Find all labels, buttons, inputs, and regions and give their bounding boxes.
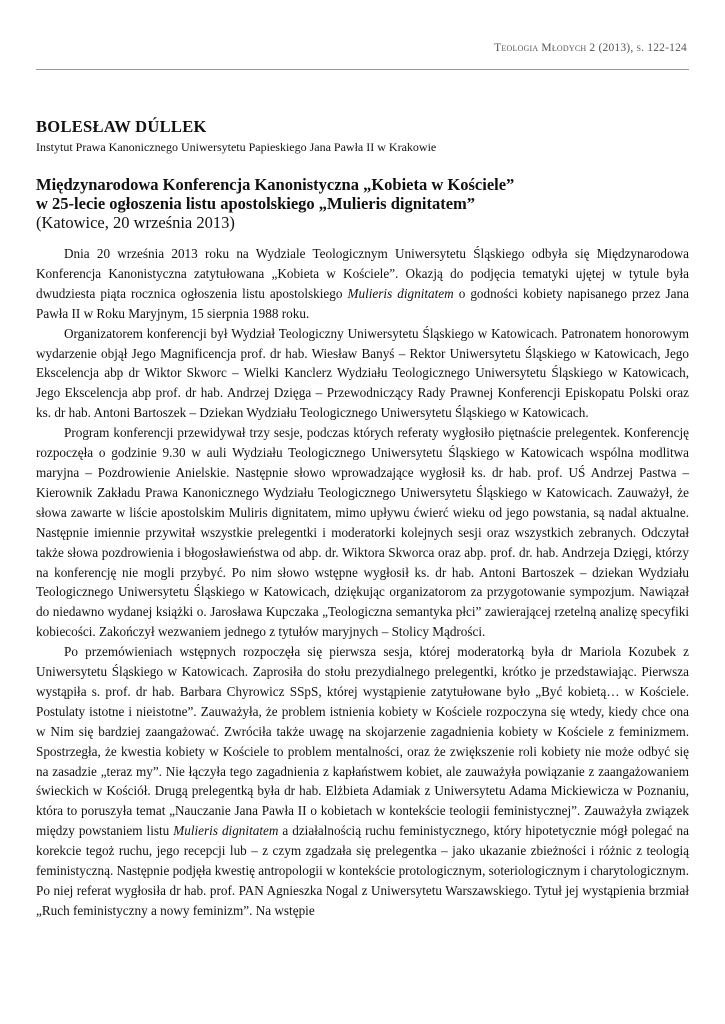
running-head: Teologia Młodych 2 (2013), s. 122-124	[494, 42, 687, 54]
paragraph-3: Program konferencji przewidywał trzy sesje, podczas których referaty wygłosiło piętnaście prelegentek. Konferencję rozpoczęła o godzinie 9.30 w auli Wydziału Teologicznego Uniwersytetu Śląskiego w Katowicach wspólna modlitwa maryjna – Pozdrowienie Anielskie. Następnie słowo wprowadzające wygłosił ks. dr hab. prof. UŚ Andrzej Pastwa – Kierownik Zakładu Prawa Kanonicznego Wydziału Teologicznego Uniwersytetu Śląskiego w Katowicach. Zauważył, że słowa zawarte w liście apostolskim Muliris dignitatem, mimo upływu ćwierć wieku od jego powstania, są nadal aktualne. Następnie imiennie przywitał wszystkie prelegentki i moderatorki kolejnych sesji oraz wszystkich zebranych. Odczytał także słowa pozdrowienia i błogosławieństwa od abp. dr. Wiktora Skworca oraz abp. prof. dr. hab. Andrzeja Dzięgi, którzy na konferencję nie mogli przybyć. Po nim słowo wstępne wygłosił ks. dr hab. Antoni Bartoszek – dziekan Wydziału Teologicznego Uniwersytetu Śląskiego w Katowicach, dziękując organizatorom za przygotowanie sympozjum. Nawiązał do niedawno wydanej książki o. Jarosława Kupczaka „Teologiczna semantyka płci” zawierającej rzetelną analizę specyfiki kobiecości. Zakończył wezwaniem jednego z tytułów maryjnych – Stolicy Mądrości.	[36, 425, 689, 640]
title-line-2: w 25-lecie ogłoszenia listu apostolskiego „Mulieris dignitatem”	[36, 194, 476, 213]
title-line-1: Międzynarodowa Konferencja Kanonistyczna „Kobieta w Kościele”	[36, 175, 515, 194]
paragraph-4	[36, 642, 689, 921]
header-rule	[36, 69, 689, 70]
paragraph-4-italic: Mulieris dignitatem	[173, 823, 279, 839]
paragraph-1-text-a: Dnia 20 września 2013 roku na Wydziale Teologicznym Uniwersytetu Śląskiego odbyła się Międzynarodowa Konferencja Kanonistyczna zatytułowana „Kobieta w Kościele”. Okazją do podjęcia tematyki ujętej w tytule była dwudziesta piąta rocznica ogłoszenia listu apostolskiego	[36, 246, 689, 301]
paragraph-4-text-b: a działalnością ruchu feministycznego, który hipotetycznie mógł polegać na korekcie tegoż ruchu, jego recepcji lub – z czym zgadzała się prelegentka – jako ukazanie zbieżności i różnic z teologią feministyczną. Następnie podjęła kwestię antropologii w kontekście protologicznym, soteriologicznym i charytologicznym. Po niej referat wygłosiła dr hab. prof. PAN Agnieszka Nogal z Uniwersytetu Warszawskiego. Tytuł jej wystąpienia brzmiał „Ruch feministyczny a nowy feminizm”. Na wstępie	[36, 823, 689, 918]
author-affiliation: Instytut Prawa Kanonicznego Uniwersytetu Papieskiego Jana Pawła II w Krakowie	[36, 140, 437, 154]
paragraph-1-text-b: o godności kobiety napisanego przez Jana Pawła II w Roku Maryjnym, 15 sierpnia 1988 roku.	[36, 285, 689, 321]
article-title	[36, 175, 689, 232]
paragraph-1-italic: Mulieris dignitatem	[347, 285, 454, 301]
paragraph-1	[36, 244, 689, 324]
title-line-3: (Katowice, 20 września 2013)	[36, 213, 235, 232]
article-body	[36, 244, 689, 921]
paragraph-2: Organizatorem konferencji był Wydział Teologiczny Uniwersytetu Śląskiego w Katowicach. Patronatem honorowym wydarzenie objął Jego Magnificencja prof. dr hab. Wiesław Banyś – Rektor Uniwersytetu Śląskiego w Katowicach, Jego Ekscelencja abp dr Wiktor Skworc – Wielki Kanclerz Wydziału Teologicznego Uniwersytetu Śląskiego w Katowicach, Jego Ekscelencja abp prof. dr hab. Andrzej Dzięga – Przewodniczący Rady Prawnej Konferencji Episkopatu Polski oraz ks. dr hab. Antoni Bartoszek – Dziekan Wydziału Teologicznego Uniwersytetu Śląskiego w Katowicach.	[36, 325, 689, 421]
paragraph-4-text-a: Po przemówieniach wstępnych rozpoczęła się pierwsza sesja, której moderatorką była dr Mariola Kozubek z Uniwersytetu Śląskiego w Katowicach. Zaprosiła do stołu prezydialnego prelegentki, krótko je przedstawiając. Pierwsza wystąpiła s. prof. dr hab. Barbara Chyrowicz SSpS, której wystąpienie zatytułowane było „Być kobietą… w Kościele. Postulaty istotne i nieistotne”. Zauważyła, że problem istnienia kobiety w Kościele rozpoczyna się wtedy, kiedy chce ona w Nim się bardziej zaangażować. Zwróciła także uwagę na skojarzenie zagadnienia kobiety w Kościele z feminizmem. Spostrzegła, że kwestia kobiety w Kościele to problem mentalności, oraz że zwiększenie roli kobiety nie może odbyć się na zasadzie „teraz my”. Nie łączyła tego zagadnienia z kapłaństwem kobiet, ale zauważyła powiązanie z zaangażowaniem świeckich w Kościół. Drugą prelegentką była dr hab. Elżbieta Adamiak z Uniwersytetu Adama Mickiewicza w Poznaniu, która to poruszyła temat „Nauczanie Jana Pawła II o kobietach w kontekście teologii feministycznej”. Zauważyła związek między powstaniem listu	[36, 644, 689, 839]
author-name: BOLESŁAW DÚLLEK	[36, 117, 207, 136]
